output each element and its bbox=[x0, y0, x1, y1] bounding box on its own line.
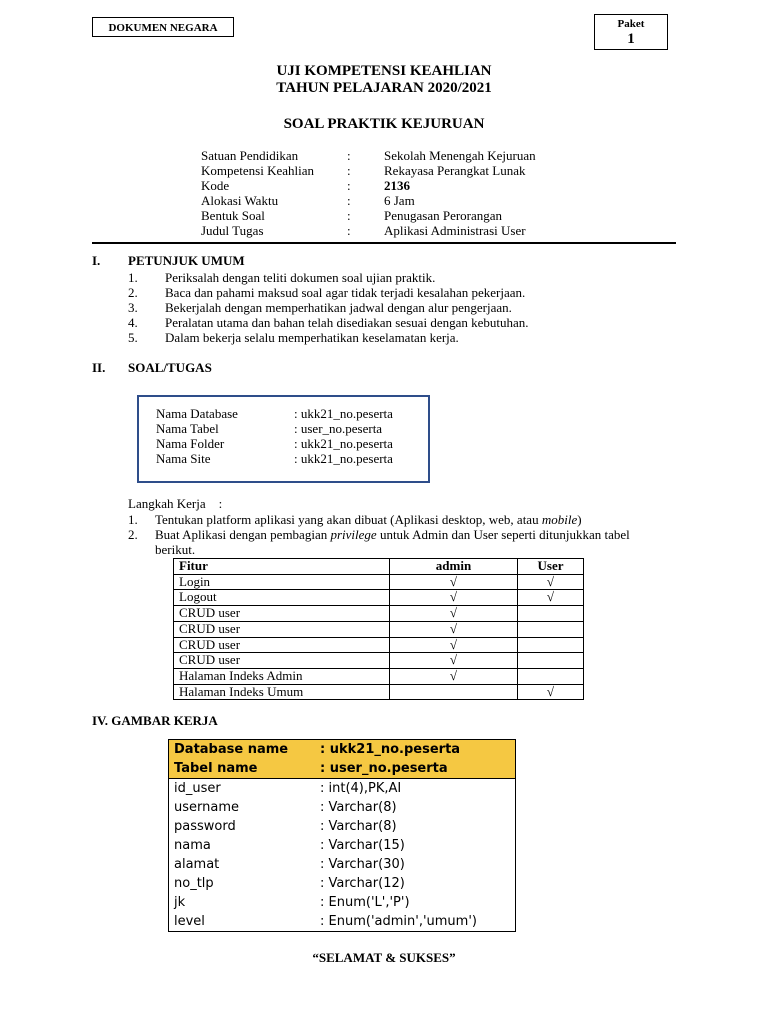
info-colon: : bbox=[347, 193, 351, 208]
info-value: Rekayasa Perangkat Lunak bbox=[384, 163, 526, 178]
check-mark: √ bbox=[390, 668, 518, 684]
info-label: Satuan Pendidikan bbox=[201, 148, 299, 163]
table-header: User bbox=[518, 559, 584, 575]
section-number: II. bbox=[92, 360, 106, 375]
check-mark: √ bbox=[390, 637, 518, 653]
langkah-kerja-label: Langkah Kerja : bbox=[128, 496, 223, 511]
table-cell: CRUD user bbox=[174, 621, 390, 637]
schema-field-row bbox=[169, 893, 515, 912]
check-mark: √ bbox=[390, 574, 518, 590]
schema-field-type: : int(4),PK,AI bbox=[320, 781, 402, 796]
db-info-label: Nama Tabel bbox=[156, 421, 219, 436]
info-colon: : bbox=[347, 163, 351, 178]
exam-title: UJI KOMPETENSI KEAHLIAN bbox=[276, 63, 492, 79]
document-classification-tag: DOKUMEN NEGARA bbox=[92, 17, 234, 37]
divider-rule bbox=[92, 242, 676, 244]
table-header-row bbox=[174, 559, 584, 575]
paket-box bbox=[594, 14, 668, 50]
step-text-italic: privilege bbox=[330, 527, 377, 542]
schema-field-type: : Varchar(8) bbox=[320, 819, 397, 834]
table-cell: Halaman Indeks Admin bbox=[174, 668, 390, 684]
info-label: Bentuk Soal bbox=[201, 208, 265, 223]
step-num: 2. bbox=[128, 527, 138, 542]
table-cell: CRUD user bbox=[174, 606, 390, 622]
table-row bbox=[174, 574, 584, 590]
step-text-continuation: berikut. bbox=[155, 542, 196, 557]
table-cell: Logout bbox=[174, 590, 390, 606]
step-text-part: untuk Admin dan User seperti ditunjukkan tabel bbox=[376, 527, 630, 542]
schema-header-row bbox=[169, 740, 515, 759]
list-item: Baca dan pahami maksud soal agar tidak terjadi kesalahan pekerjaan. bbox=[165, 285, 526, 300]
schema-field-name: level bbox=[174, 914, 205, 929]
info-label: Judul Tugas bbox=[201, 223, 264, 238]
list-item-num: 3. bbox=[128, 300, 138, 315]
schema-field-name: jk bbox=[174, 895, 186, 910]
schema-field-type: : Varchar(30) bbox=[320, 857, 405, 872]
list-item: Bekerjalah dengan memperhatikan jadwal dengan alur pengerjaan. bbox=[165, 300, 512, 315]
step-num: 1. bbox=[128, 512, 138, 527]
info-value: 2136 bbox=[384, 178, 410, 193]
step-text-part: Tentukan platform aplikasi yang akan dibuat (Aplikasi desktop, web, atau bbox=[155, 512, 542, 527]
schema-field-type: : user_no.peserta bbox=[320, 761, 448, 776]
list-item-num: 5. bbox=[128, 330, 138, 345]
section-title: SOAL/TUGAS bbox=[128, 360, 212, 375]
check-mark: √ bbox=[518, 574, 584, 590]
info-colon: : bbox=[347, 148, 351, 163]
db-info-label: Nama Folder bbox=[156, 436, 225, 451]
info-colon: : bbox=[347, 208, 351, 223]
check-mark: √ bbox=[390, 653, 518, 669]
table-row bbox=[174, 637, 584, 653]
schema-field-type: : Enum('L','P') bbox=[320, 895, 410, 910]
info-colon: : bbox=[347, 178, 351, 193]
db-info-row bbox=[156, 406, 393, 421]
table-cell: CRUD user bbox=[174, 637, 390, 653]
info-row bbox=[201, 223, 621, 238]
list-item-num: 4. bbox=[128, 315, 138, 330]
section-title: IV. GAMBAR KERJA bbox=[92, 713, 218, 728]
paket-label: Paket bbox=[617, 18, 645, 30]
db-info-value: : ukk21_no.peserta bbox=[294, 406, 393, 421]
info-row bbox=[201, 208, 621, 223]
step-text-part: Buat Aplikasi dengan pembagian bbox=[155, 527, 331, 542]
list-item-num: 2. bbox=[128, 285, 138, 300]
step-text bbox=[155, 512, 582, 527]
section-number: I. bbox=[92, 253, 101, 268]
step-text bbox=[155, 527, 630, 542]
table-row bbox=[174, 606, 584, 622]
db-info-label: Nama Site bbox=[156, 451, 211, 466]
info-colon: : bbox=[347, 223, 351, 238]
info-value: Penugasan Perorangan bbox=[384, 208, 503, 223]
schema-field-type: : Varchar(8) bbox=[320, 800, 397, 815]
schema-header-row bbox=[169, 759, 515, 779]
schema-field-row bbox=[169, 874, 515, 893]
table-row bbox=[174, 684, 584, 700]
db-info-row bbox=[156, 421, 383, 436]
check-mark: √ bbox=[390, 621, 518, 637]
schema-field-row bbox=[169, 912, 515, 931]
schema-field-row bbox=[169, 855, 515, 874]
list-item: Periksalah dengan teliti dokumen soal ujian praktik. bbox=[165, 270, 436, 285]
schema-field-type: : Varchar(12) bbox=[320, 876, 405, 891]
table-row bbox=[174, 621, 584, 637]
check-mark: √ bbox=[390, 606, 518, 622]
schema-field-row bbox=[169, 779, 515, 798]
schema-field-name: username bbox=[174, 800, 239, 815]
schema-field-name: id_user bbox=[174, 781, 221, 796]
info-row bbox=[201, 163, 621, 178]
check-mark bbox=[518, 637, 584, 653]
check-mark bbox=[518, 621, 584, 637]
db-info-value: : ukk21_no.peserta bbox=[294, 451, 393, 466]
closing-message: “SELAMAT & SUKSES” bbox=[312, 950, 456, 965]
step-text-italic: mobile bbox=[541, 512, 578, 527]
info-label: Alokasi Waktu bbox=[201, 193, 279, 208]
schema-field-type: : ukk21_no.peserta bbox=[320, 742, 461, 757]
table-row bbox=[174, 668, 584, 684]
info-label: Kode bbox=[201, 178, 230, 193]
check-mark: √ bbox=[518, 684, 584, 700]
check-mark: √ bbox=[390, 590, 518, 606]
privilege-table bbox=[173, 558, 584, 700]
schema-field-row bbox=[169, 817, 515, 836]
check-mark bbox=[390, 684, 518, 700]
list-item: Peralatan utama dan bahan telah disediakan sesuai dengan kebutuhan. bbox=[165, 315, 529, 330]
paper-title: SOAL PRAKTIK KEJURUAN bbox=[283, 116, 485, 132]
info-value: Sekolah Menengah Kejuruan bbox=[384, 148, 536, 163]
db-info-row bbox=[156, 436, 393, 451]
schema-field-type: : Varchar(15) bbox=[320, 838, 405, 853]
schema-field-name: no_tlp bbox=[174, 876, 214, 891]
table-row bbox=[174, 590, 584, 606]
db-info-row bbox=[156, 451, 393, 466]
info-row bbox=[201, 193, 621, 208]
check-mark bbox=[518, 606, 584, 622]
info-row bbox=[201, 148, 621, 163]
table-header: Fitur bbox=[174, 559, 390, 575]
step-text-part: ) bbox=[577, 512, 582, 527]
table-cell: Login bbox=[174, 574, 390, 590]
check-mark: √ bbox=[518, 590, 584, 606]
info-value: 6 Jam bbox=[384, 193, 415, 208]
schema-field-row bbox=[169, 798, 515, 817]
check-mark bbox=[518, 653, 584, 669]
info-value: Aplikasi Administrasi User bbox=[384, 223, 526, 238]
table-header: admin bbox=[390, 559, 518, 575]
table-cell: Halaman Indeks Umum bbox=[174, 684, 390, 700]
list-item-num: 1. bbox=[128, 270, 138, 285]
info-label: Kompetensi Keahlian bbox=[201, 163, 314, 178]
schema-field-name: Database name bbox=[174, 742, 289, 757]
academic-year-title: TAHUN PELAJARAN 2020/2021 bbox=[276, 80, 492, 96]
table-cell: CRUD user bbox=[174, 653, 390, 669]
table-row bbox=[174, 653, 584, 669]
db-info-label: Nama Database bbox=[156, 406, 238, 421]
db-info-value: : user_no.peserta bbox=[294, 421, 383, 436]
schema-diagram bbox=[168, 739, 516, 932]
database-info-box bbox=[137, 395, 430, 483]
schema-field-type: : Enum('admin','umum') bbox=[320, 914, 477, 929]
paket-number: 1 bbox=[627, 31, 635, 47]
schema-field-name: alamat bbox=[174, 857, 220, 872]
schema-field-name: Tabel name bbox=[174, 761, 258, 776]
list-item: Dalam bekerja selalu memperhatikan keselamatan kerja. bbox=[165, 330, 459, 345]
check-mark bbox=[518, 668, 584, 684]
info-row bbox=[201, 178, 621, 193]
section-title: PETUNJUK UMUM bbox=[128, 253, 245, 268]
db-info-value: : ukk21_no.peserta bbox=[294, 436, 393, 451]
schema-field-row bbox=[169, 836, 515, 855]
schema-field-name: password bbox=[174, 819, 236, 834]
schema-field-name: nama bbox=[174, 838, 211, 853]
